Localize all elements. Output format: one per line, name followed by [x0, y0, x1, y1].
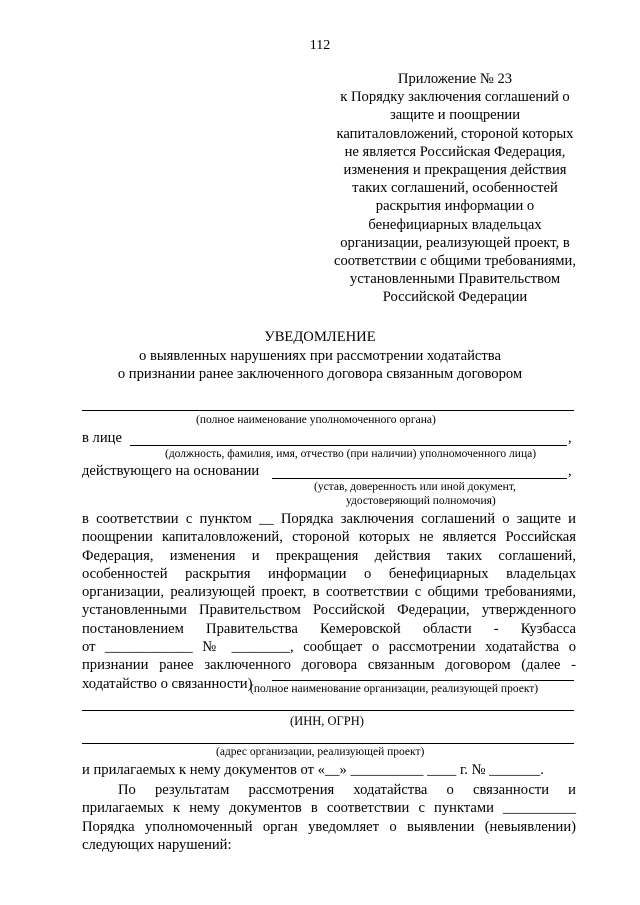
final-last-text: следующих нарушений: — [82, 836, 232, 853]
appendix-line: раскрытия информации о — [375, 198, 535, 215]
appendix-line: к Порядку заключения соглашений о — [340, 89, 570, 106]
body-line: организации, реализующей проект, в соответствии с общими требованиями, — [82, 584, 576, 601]
body-line: поощрении капиталовложений, стороной которых не является Российская — [82, 529, 576, 546]
basis-comma: , — [568, 463, 572, 479]
appendix-line: бенефициарных владельцах — [368, 216, 542, 233]
final-line-last — [82, 836, 576, 854]
body-line: установленными Правительством Российской Федерации, утвержденного — [82, 602, 576, 619]
appendix-line: таких соглашений, особенностей — [352, 180, 558, 197]
appendix-line: защите и поощрении — [389, 107, 521, 124]
appendix-line: соответствии с общими требованиями, — [334, 253, 576, 270]
person-field[interactable] — [130, 445, 567, 446]
body-line: от ____________ № ________, сообщает о рассмотрении ходатайства о — [82, 639, 576, 656]
documents-line: и прилагаемых к нему документов от «__» __________ ____ г. № _______. — [82, 762, 544, 778]
final-line: прилагаемых к нему документов в соответствии с пунктами __________ — [82, 800, 576, 817]
document-subtitle-line: о признании ранее заключенного договора связанным договором — [117, 366, 523, 382]
final-line: По результатам рассмотрения ходатайства о связанности и — [118, 782, 576, 798]
person-label: в лице — [82, 430, 122, 446]
address-field[interactable] — [82, 743, 574, 744]
appendix-line: организации, реализующей проект, в — [340, 234, 570, 251]
organ-name-caption: (полное наименование уполномоченного органа) — [196, 414, 436, 426]
basis-label: действующего на основании — [82, 463, 260, 479]
organ-name-field[interactable] — [82, 410, 574, 411]
final-paragraph — [82, 781, 576, 854]
document-title: УВЕДОМЛЕНИЕ — [264, 329, 376, 345]
body-line: особенностей раскрытия информации о бенефициарных владельцах — [82, 565, 576, 582]
body-line: в соответствии с пунктом __ Порядка заключения соглашений о защите и — [82, 511, 576, 527]
appendix-line: капиталовложений, стороной которых — [336, 125, 574, 142]
appendix-line: Приложение № 23 — [397, 71, 513, 87]
inn-ogrn-caption: (ИНН, ОГРН) — [290, 714, 364, 728]
body-line: признании ранее заключенного договора связанным договором (далее - — [82, 657, 576, 674]
body-line: постановлением Правительства Кемеровской области - Кузбасса — [82, 620, 576, 637]
appendix-line: Российской Федерации — [382, 289, 528, 306]
final-line: Порядка уполномоченный орган уведомляет о выявлении (невыявлении) — [82, 818, 576, 835]
basis-caption-line: удостоверяющий полномочия) — [346, 495, 496, 507]
basis-field[interactable] — [272, 478, 567, 479]
body-paragraph — [82, 510, 576, 693]
organization-name-field[interactable] — [272, 680, 574, 681]
person-comma: , — [568, 430, 572, 446]
basis-caption-line: (устав, доверенность или иной документ, — [314, 481, 516, 493]
organization-name-caption: (полное наименование организации, реализующей проект) — [250, 683, 539, 695]
inn-ogrn-field[interactable] — [82, 710, 574, 711]
address-caption: (адрес организации, реализующей проект) — [216, 746, 425, 758]
appendix-line: не является Российская Федерация, — [344, 143, 566, 160]
appendix-header — [322, 70, 588, 307]
document-title-block — [0, 328, 640, 384]
document-subtitle-line: о выявленных нарушениях при рассмотрении ходатайства — [139, 347, 501, 364]
appendix-line: изменения и прекращения действия — [343, 162, 567, 179]
page-number: 112 — [309, 38, 331, 53]
body-last-text: ходатайство о связанности) — [82, 675, 253, 692]
person-caption: (должность, фамилия, имя, отчество (при наличии) уполномоченного лица) — [165, 448, 537, 460]
appendix-line: установленными Правительством — [349, 271, 561, 288]
body-line: Федерация, изменения и прекращения действия таких соглашений, — [82, 547, 576, 564]
